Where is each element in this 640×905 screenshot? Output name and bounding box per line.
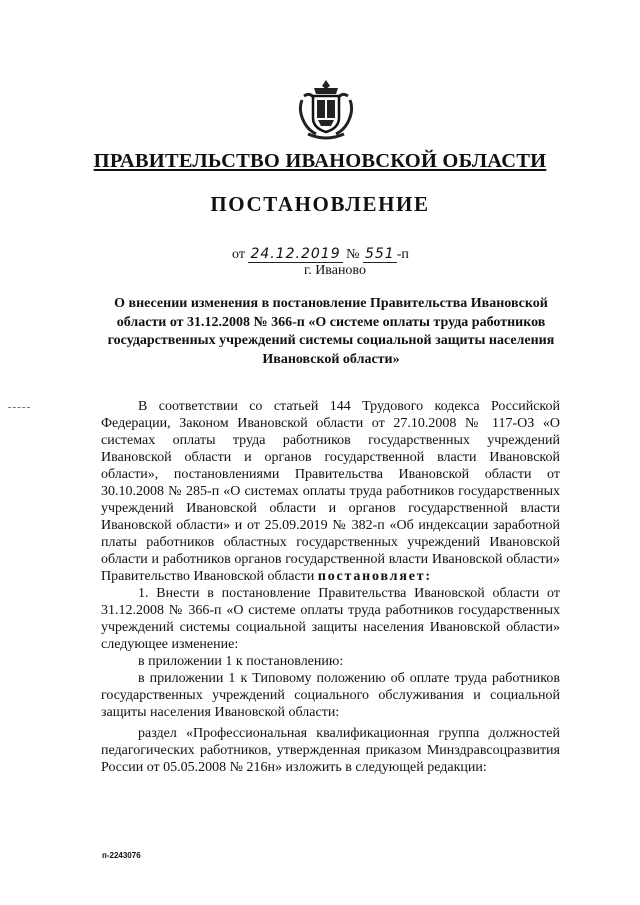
preamble-paragraph (101, 398, 560, 585)
footer-code: п-2243076 (102, 851, 141, 860)
resolves-word: постановляет: (317, 569, 432, 584)
city: г. Иваново (304, 263, 366, 278)
document-number: 551 (364, 246, 395, 262)
sub-appendix-paragraph: в приложении 1 к Типовому положению об оплате труда работников государственных учреждений социального обслуживания и социальной защиты населения Ивановской области: (101, 671, 560, 720)
document-date: 24.12.2019 (250, 246, 341, 262)
document-heading: О внесении изменения в постановление Правительства Ивановской области от 31.12.2008 № 366-п «О системе оплаты труда работников государственных учреждений системы социальной защиты населения Ивановской области» (107, 296, 555, 367)
date-prefix: от (232, 247, 245, 262)
margin-mark (8, 407, 30, 409)
appendix-paragraph: в приложении 1 к постановлению: (138, 654, 344, 669)
coat-of-arms-icon (296, 78, 356, 140)
organization-title: ПРАВИТЕЛЬСТВО ИВАНОВСКОЙ ОБЛАСТИ (93, 150, 547, 172)
number-sign: № (346, 247, 360, 262)
document-type: ПОСТАНОВЛЕНИЕ (210, 192, 430, 216)
number-suffix: -п (396, 247, 409, 262)
item-1-paragraph: 1. Внести в постановление Правительства Ивановской области от 31.12.2008 № 366-п «О системе оплаты труда работников государственных учреждений системы социальной защиты населения Ивановской области» следующее изменение: (101, 586, 560, 652)
section-paragraph: раздел «Профессиональная квалификационная группа должностей педагогических работников, утвержденная приказом Минздравсоцразвития России от 05.05.2008 № 216н» изложить в следующей редакции: (101, 726, 560, 775)
document-body (101, 398, 560, 776)
date-number-line (232, 246, 409, 263)
preamble-text: В соответствии со статьей 144 Трудового кодекса Российской Федерации, Законом Ивановской области от 27.10.2008 № 117-ОЗ «О системах оплаты труда работников государственных учреждений Ивановской области и органов государственной власти Ивановской области», постановлениями Правительства Ивановской области от 30.10.2008 № 285-п «О системах оплаты труда работников государственных учреждений Ивановской области и органов государственной власти Ивановской области» и от 25.09.2019 № 382-п «Об индексации заработной платы работников областных государственных учреждений Ивановской области и работников органов государственной власти Ивановской области» Правительство Ивановской области (101, 399, 560, 584)
